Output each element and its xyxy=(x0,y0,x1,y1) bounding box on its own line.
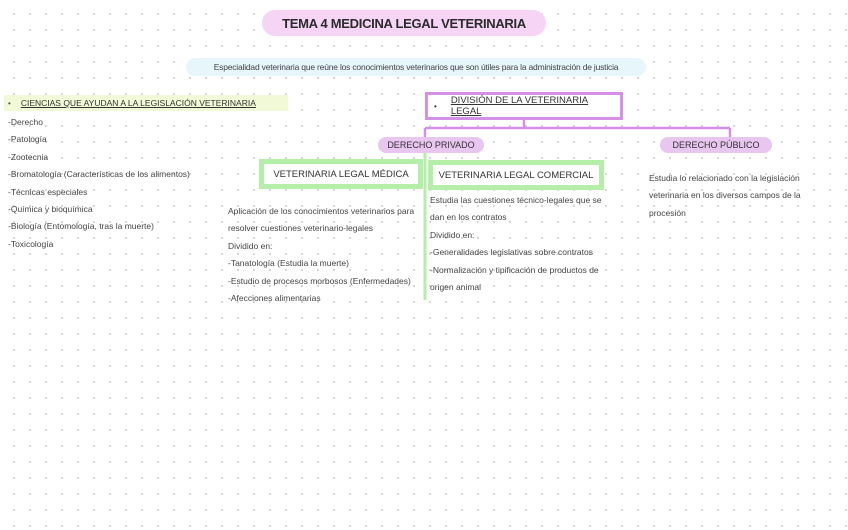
text-line: veterinaria en los diversos campos de la xyxy=(649,190,801,201)
text-line: Dividido en: xyxy=(228,240,273,251)
list-item: -Bromatología (Características de los alimentos) xyxy=(8,169,190,180)
text-line: Aplicación de los conocimientos veterinarios para xyxy=(228,206,415,216)
ciencias-heading xyxy=(4,95,288,111)
list-item: -Patología xyxy=(8,134,47,145)
text-line: -Estudio de procesos morbosos (Enfermedades) xyxy=(228,275,411,286)
subtitle-definition: Especialidad veterinaria que reúne los conocimientos veterinarios que son útiles para la administración de justicia xyxy=(186,58,646,76)
page-title: TEMA 4 MEDICINA LEGAL VETERINARIA xyxy=(262,10,546,36)
list-item: -Toxicología xyxy=(8,238,54,249)
legal-medica-node: VETERINARIA LEGAL MÉDICA xyxy=(259,159,423,189)
ciencias-list xyxy=(8,114,190,253)
division-node xyxy=(425,92,623,120)
list-item: -Biología (Entomología, tras la muerte) xyxy=(8,221,154,232)
text-line: Dividido en: xyxy=(430,229,475,240)
text-line: -Normalización y tipificación de productos de xyxy=(430,264,599,275)
text-line: procesión xyxy=(649,207,686,218)
text-line: -Generalidades legislativas sobre contratos xyxy=(430,247,594,258)
publico-description xyxy=(649,170,801,222)
division-bullet: • xyxy=(434,101,437,111)
text-line: resolver cuestiones veterinario-legales xyxy=(228,223,374,234)
list-item: -Zootecnia xyxy=(8,151,49,162)
division-label: DIVISIÓN DE LA VETERINARIA LEGAL xyxy=(450,95,589,117)
text-line: -Tanatología (Estudia la muerte) xyxy=(228,258,349,269)
text-line: dan en los contratos xyxy=(430,212,507,223)
list-item: -Química y bioquímica xyxy=(8,204,93,215)
medica-description xyxy=(228,203,414,307)
derecho-publico-node: DERECHO PÚBLICO xyxy=(660,137,772,153)
ciencias-heading-label: CIENCIAS QUE AYUDAN A LA LEGISLACIÓN VETERINARIA xyxy=(20,98,256,108)
text-line: -Afecciones alimentarias xyxy=(228,293,321,304)
ciencias-bullet: • xyxy=(8,98,11,108)
list-item: -Técnicas especiales xyxy=(8,186,88,197)
list-item: -Derecho xyxy=(8,117,43,127)
derecho-privado-node: DERECHO PRIVADO xyxy=(378,137,484,153)
text-line: Estudia las cuestiones técnico-legales que se xyxy=(430,195,602,205)
legal-comercial-node: VETERINARIA LEGAL COMERCIAL xyxy=(428,160,604,190)
text-line: origen animal xyxy=(430,282,482,293)
comercial-description xyxy=(430,192,602,296)
text-line: Estudia lo relacionado con la legislación xyxy=(649,173,800,183)
